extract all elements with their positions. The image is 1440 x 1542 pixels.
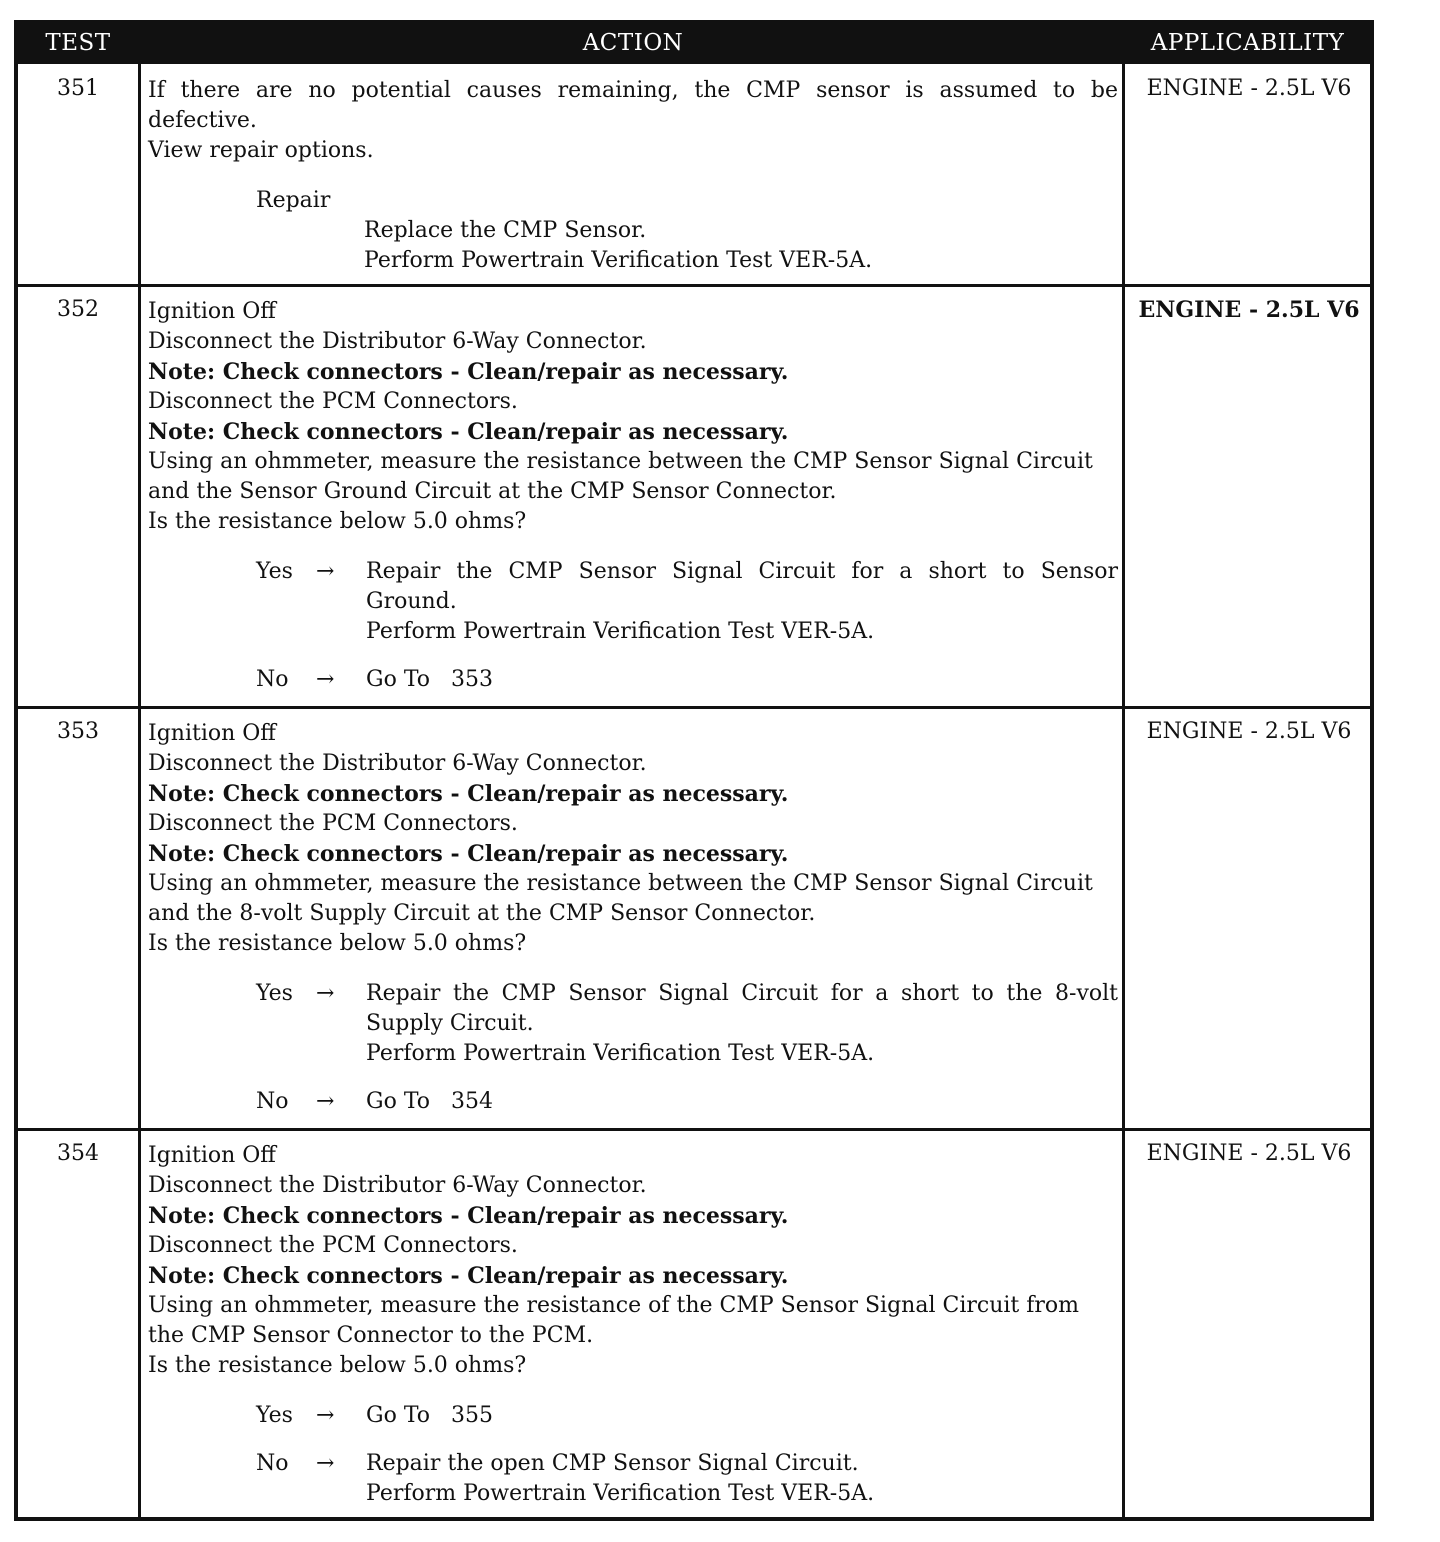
applicability-cell: ENGINE - 2.5L V6 bbox=[1146, 1141, 1352, 1166]
header-applicability: APPLICABILITY bbox=[1150, 30, 1345, 56]
action-note: Note: Check connectors - Clean/repair as necessary. bbox=[148, 419, 789, 445]
action-note: Note: Check connectors - Clean/repair as necessary. bbox=[148, 781, 789, 807]
arrow-icon: → bbox=[316, 981, 335, 1006]
no-label: No bbox=[256, 1089, 289, 1114]
action-line: Ignition Off bbox=[148, 1143, 276, 1168]
arrow-icon: → bbox=[316, 1089, 335, 1114]
arrow-icon: → bbox=[316, 1403, 335, 1428]
table-header bbox=[18, 24, 1370, 64]
no-label: No bbox=[256, 1451, 289, 1476]
arrow-icon: → bbox=[316, 667, 335, 692]
action-cell bbox=[148, 297, 1118, 702]
yes-line: Repair the CMP Sensor Signal Circuit for a short to Sensor Ground. bbox=[366, 559, 1118, 614]
action-line: Disconnect the Distributor 6-Way Connector. bbox=[148, 1173, 647, 1198]
yes-label: Yes bbox=[256, 981, 293, 1006]
yes-branch bbox=[148, 979, 1118, 1069]
action-note: Note: Check connectors - Clean/repair as necessary. bbox=[148, 1263, 789, 1289]
table-row bbox=[18, 709, 1370, 1129]
table-row bbox=[18, 287, 1370, 707]
yes-line: Perform Powertrain Verification Test VER-5A. bbox=[366, 619, 875, 644]
action-line: Disconnect the PCM Connectors. bbox=[148, 1233, 518, 1258]
test-number: 351 bbox=[57, 76, 99, 101]
no-branch bbox=[148, 665, 1118, 695]
repair-line: Replace the CMP Sensor. bbox=[364, 218, 647, 243]
action-line: Is the resistance below 5.0 ohms? bbox=[148, 509, 527, 534]
no-line: Go To 354 bbox=[366, 1089, 493, 1114]
diagnostic-table bbox=[14, 20, 1374, 1521]
yes-line: Repair the CMP Sensor Signal Circuit for a short to the 8-volt Supply Circuit. bbox=[366, 981, 1118, 1036]
action-cell bbox=[148, 1141, 1118, 1516]
test-number: 352 bbox=[57, 297, 99, 322]
action-line: Disconnect the PCM Connectors. bbox=[148, 389, 518, 414]
action-cell bbox=[148, 76, 1118, 276]
repair-line: Perform Powertrain Verification Test VER-5A. bbox=[364, 248, 873, 273]
action-line: Disconnect the PCM Connectors. bbox=[148, 811, 518, 836]
action-line: Disconnect the Distributor 6-Way Connector. bbox=[148, 329, 647, 354]
action-line: View repair options. bbox=[148, 138, 374, 163]
action-line: Is the resistance below 5.0 ohms? bbox=[148, 931, 527, 956]
arrow-icon: → bbox=[316, 559, 335, 584]
applicability-cell: ENGINE - 2.5L V6 bbox=[1138, 297, 1360, 323]
header-test: TEST bbox=[45, 30, 111, 56]
test-number: 354 bbox=[57, 1141, 99, 1166]
table-row bbox=[18, 1131, 1370, 1521]
no-label: No bbox=[256, 667, 289, 692]
no-line: Repair the open CMP Sensor Signal Circuit. bbox=[366, 1451, 859, 1476]
arrow-icon: → bbox=[316, 1451, 335, 1476]
test-number: 353 bbox=[57, 719, 99, 744]
action-line: If there are no potential causes remaining, the CMP sensor is assumed to be defective. bbox=[148, 78, 1118, 133]
applicability-cell: ENGINE - 2.5L V6 bbox=[1146, 76, 1352, 101]
yes-label: Yes bbox=[256, 1403, 293, 1428]
action-line: Ignition Off bbox=[148, 299, 276, 324]
action-line: Ignition Off bbox=[148, 721, 276, 746]
action-note: Note: Check connectors - Clean/repair as necessary. bbox=[148, 841, 789, 867]
yes-label: Yes bbox=[256, 559, 293, 584]
yes-line: Perform Powertrain Verification Test VER-5A. bbox=[366, 1041, 875, 1066]
no-branch bbox=[148, 1087, 1118, 1117]
action-line: Using an ohmmeter, measure the resistance between the CMP Sensor Signal Circuit bbox=[148, 449, 1093, 474]
action-note: Note: Check connectors - Clean/repair as necessary. bbox=[148, 1203, 789, 1229]
no-line: Go To 353 bbox=[366, 667, 493, 692]
action-line: Disconnect the Distributor 6-Way Connector. bbox=[148, 751, 647, 776]
action-line: and the 8-volt Supply Circuit at the CMP Sensor Connector. bbox=[148, 901, 816, 926]
no-branch bbox=[148, 1449, 1118, 1509]
yes-line: Go To 355 bbox=[366, 1403, 493, 1428]
action-line: the CMP Sensor Connector to the PCM. bbox=[148, 1323, 594, 1348]
header-action: ACTION bbox=[582, 30, 684, 56]
repair-label: Repair bbox=[256, 188, 331, 213]
action-line: and the Sensor Ground Circuit at the CMP Sensor Connector. bbox=[148, 479, 837, 504]
action-line: Is the resistance below 5.0 ohms? bbox=[148, 1353, 527, 1378]
action-line: Using an ohmmeter, measure the resistance of the CMP Sensor Signal Circuit from bbox=[148, 1293, 1079, 1318]
yes-branch bbox=[148, 1401, 1118, 1431]
applicability-cell: ENGINE - 2.5L V6 bbox=[1146, 719, 1352, 744]
action-note: Note: Check connectors - Clean/repair as necessary. bbox=[148, 359, 789, 385]
no-line: Perform Powertrain Verification Test VER-5A. bbox=[366, 1481, 875, 1506]
yes-branch bbox=[148, 557, 1118, 647]
table-row bbox=[18, 64, 1370, 286]
action-cell bbox=[148, 719, 1118, 1124]
action-line: Using an ohmmeter, measure the resistance between the CMP Sensor Signal Circuit bbox=[148, 871, 1093, 896]
